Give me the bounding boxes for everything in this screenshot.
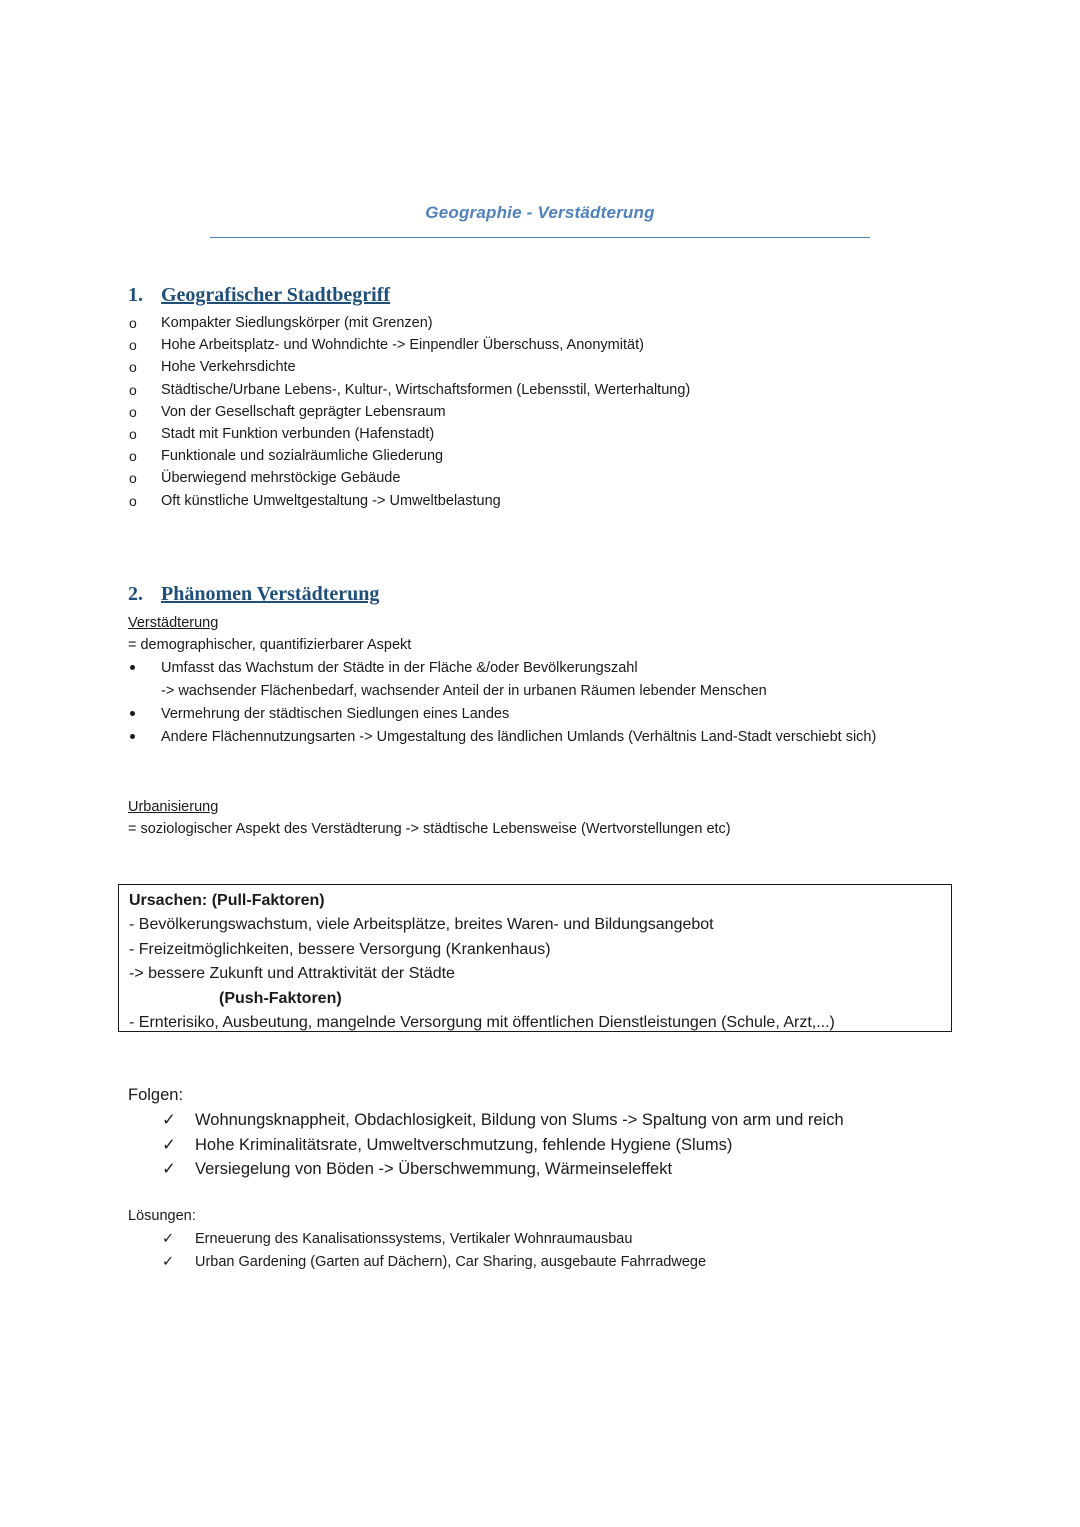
urbanisierung-label: Urbanisierung	[128, 799, 219, 815]
list-item: o Oft künstliche Umweltgestaltung -> Umweltbelastung	[128, 490, 690, 512]
pull-factor-line: -> bessere Zukunft und Attraktivität der Städte	[129, 965, 455, 983]
list-item: o Überwiegend mehrstöckige Gebäude	[128, 467, 690, 489]
section-2-number: 2.	[128, 583, 143, 605]
list-item: Vermehrung der städtischen Siedlungen eines Landes	[128, 703, 948, 726]
list-item: ✓ Wohnungsknappheit, Obdachlosigkeit, Bildung von Slums -> Spaltung von arm und reich	[162, 1108, 844, 1133]
section-2-heading	[128, 583, 379, 606]
list-item: ✓ Versiegelung von Böden -> Überschwemmung, Wärmeinseleffekt	[162, 1157, 844, 1182]
push-factor-line: - Ernterisiko, Ausbeutung, mangelnde Versorgung mit öffentlichen Dienstleistungen (Schule, Arzt,...)	[129, 1014, 835, 1032]
verstaedterung-bullets	[128, 657, 948, 749]
stadtbegriff-list	[128, 312, 690, 512]
list-item: o Kompakter Siedlungskörper (mit Grenzen)	[128, 312, 690, 334]
causes-box	[118, 884, 952, 1032]
section-2-title: Phänomen Verstädterung	[161, 583, 380, 605]
list-item	[128, 657, 948, 702]
list-item: Andere Flächennutzungsarten -> Umgestaltung des ländlichen Umlands (Verhältnis Land-Stadt verschiebt sich)	[128, 726, 948, 749]
list-item: o Funktionale und sozialräumliche Gliederung	[128, 445, 690, 467]
list-item: o Hohe Verkehrsdichte	[128, 356, 690, 378]
list-item: o Hohe Arbeitsplatz- und Wohndichte -> Einpendler Überschuss, Anonymität)	[128, 334, 690, 356]
section-1-heading	[128, 284, 390, 307]
document-title: Geographie - Verstädterung	[425, 203, 655, 222]
pull-factors-heading: Ursachen: (Pull-Faktoren)	[129, 892, 325, 909]
pull-factor-line: - Freizeitmöglichkeiten, bessere Versorgung (Krankenhaus)	[129, 940, 551, 958]
pull-factor-line: - Bevölkerungswachstum, viele Arbeitsplätze, breites Waren- und Bildungsangebot	[129, 916, 714, 934]
list-item: ✓ Urban Gardening (Garten auf Dächern), Car Sharing, ausgebaute Fahrradwege	[162, 1251, 706, 1274]
urbanisierung-definition: = soziologischer Aspekt des Verstädterung -> städtische Lebensweise (Wertvorstellungen etc)	[128, 821, 731, 837]
verstaedterung-definition: = demographischer, quantifizierbarer Aspekt	[128, 637, 412, 653]
list-item: ✓ Hohe Kriminalitätsrate, Umweltverschmutzung, fehlende Hygiene (Slums)	[162, 1133, 844, 1158]
section-1-number: 1.	[128, 284, 143, 306]
section-1-title: Geografischer Stadtbegriff	[161, 284, 391, 306]
loesungen-label: Lösungen:	[128, 1208, 196, 1224]
bullet-continuation: -> wachsender Flächenbedarf, wachsender Anteil der in urbanen Räumen lebender Menschen	[161, 682, 767, 699]
folgen-label: Folgen:	[128, 1086, 184, 1104]
list-item: o Von der Gesellschaft geprägter Lebensraum	[128, 401, 690, 423]
list-item: o Städtische/Urbane Lebens-, Kultur-, Wirtschaftsformen (Lebensstil, Werterhaltung)	[128, 379, 690, 401]
verstaedterung-label: Verstädterung	[128, 615, 219, 631]
title-underline	[210, 237, 870, 238]
push-factors-heading: (Push-Faktoren)	[219, 989, 342, 1007]
folgen-list	[162, 1108, 844, 1182]
loesungen-list	[162, 1228, 706, 1273]
list-item: o Stadt mit Funktion verbunden (Hafenstadt)	[128, 423, 690, 445]
bullet-text: Umfasst das Wachstum der Städte in der Fläche &/oder Bevölkerungszahl	[161, 660, 638, 676]
list-item: ✓ Erneuerung des Kanalisationssystems, Vertikaler Wohnraumausbau	[162, 1228, 706, 1251]
